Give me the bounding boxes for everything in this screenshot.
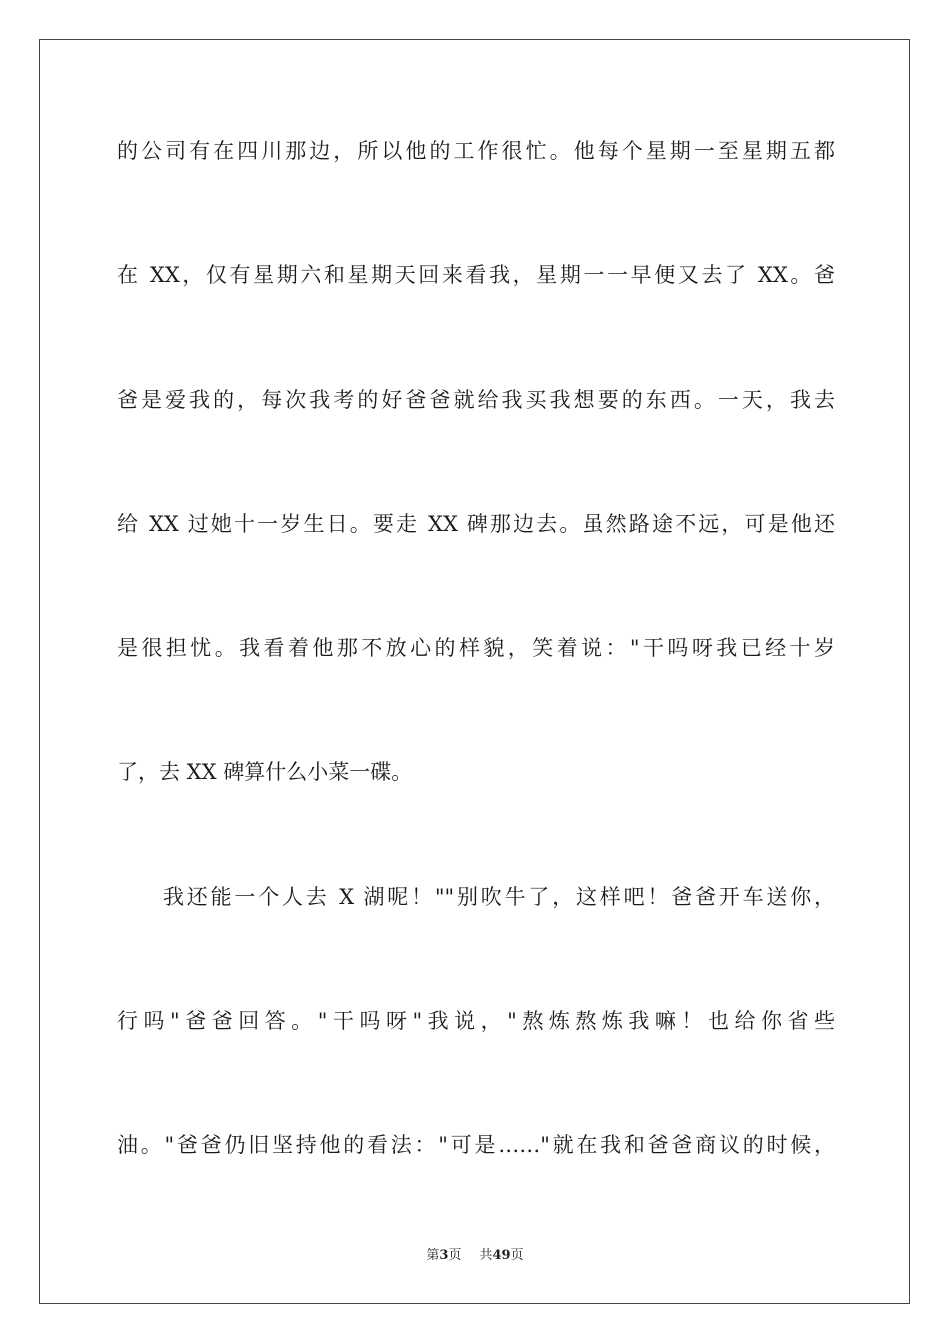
text-line-8: 行吗"爸爸回答。"干吗呀"我说，"熬炼熬炼我嘛！也给你省些: [117, 1009, 835, 1033]
text-line-2: 在 XX，仅有星期六和星期天回来看我，星期一一早便又去了 XX。爸: [117, 263, 835, 287]
page-frame: [39, 39, 910, 1304]
page-prefix: 第: [426, 1248, 440, 1263]
text-line-9: 油。"爸爸仍旧坚持他的看法："可是……"就在我和爸爸商议的时候，: [117, 1133, 835, 1157]
text-line-4: 给 XX 过她十一岁生日。要走 XX 碑那边去。虽然路途不远，可是他还: [117, 512, 835, 536]
text-line-1: 的公司有在四川那边，所以他的工作很忙。他每个星期一至星期五都: [117, 139, 835, 163]
page-suffix: 页: [448, 1248, 462, 1263]
text-line-3: 爸是爱我的，每次我考的好爸爸就给我买我想要的东西。一天，我去: [117, 388, 835, 412]
text-line-7: 我还能一个人去 X 湖呢！""别吹牛了，这样吧！爸爸开车送你，: [163, 885, 835, 909]
page-footer: [0, 1247, 950, 1265]
total-suffix: 页: [510, 1248, 524, 1263]
total-pages: 49: [492, 1248, 511, 1263]
total-prefix: 共: [479, 1248, 493, 1263]
text-line-6: 了，去 XX 碑算什么小菜一碟。: [117, 760, 413, 784]
text-line-5: 是很担忧。我看着他那不放心的样貌，笑着说："干吗呀我已经十岁: [117, 636, 835, 660]
page-number: 3: [439, 1248, 449, 1263]
